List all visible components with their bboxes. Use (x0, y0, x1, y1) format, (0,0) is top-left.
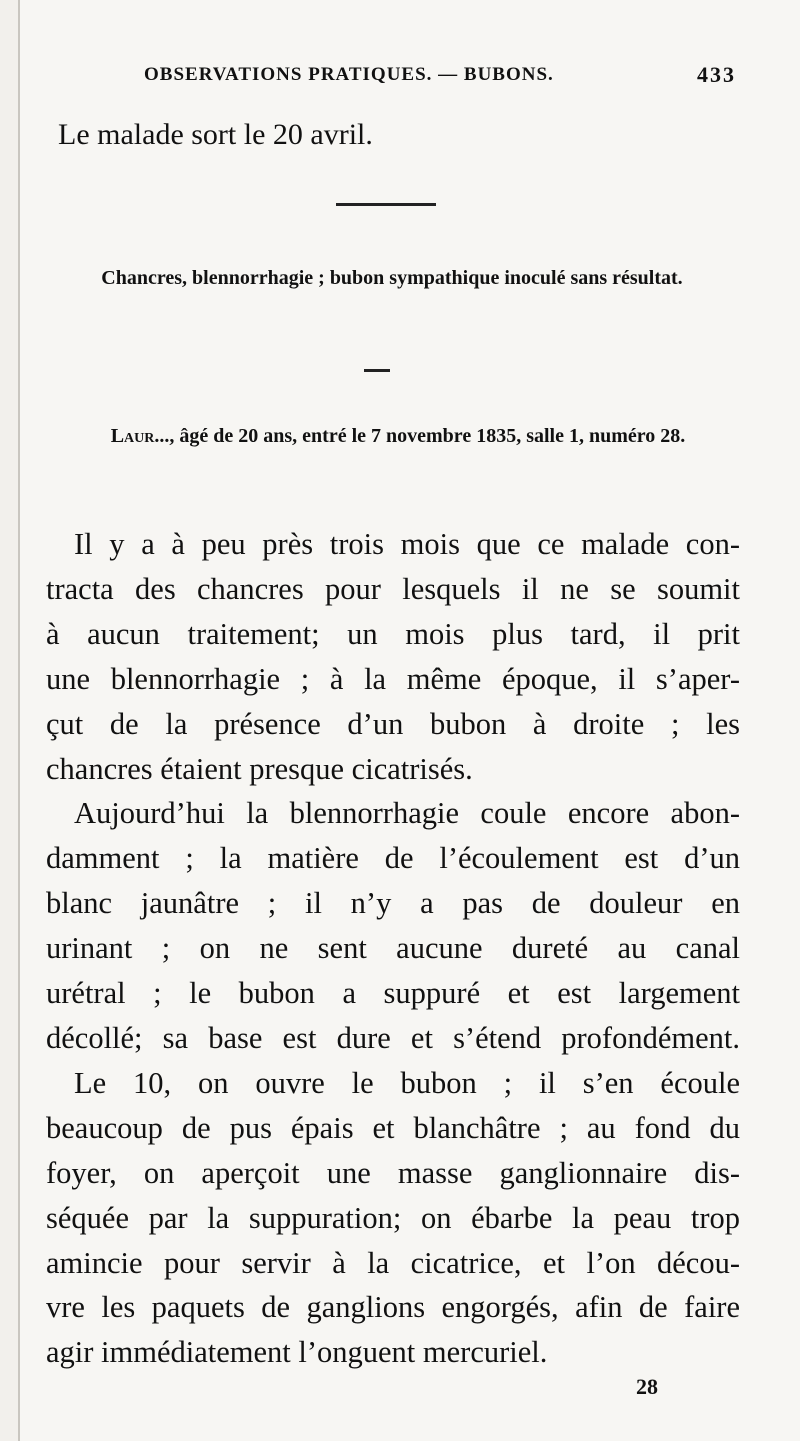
short-divider (364, 369, 390, 372)
text-line: tracta des chancres pour lesquels il ne se soumit (46, 571, 740, 606)
text-line: décollé; sa base est dure et s’étend profondément. (46, 1020, 740, 1055)
text-line: çut de la présence d’un bubon à droite ; les (46, 706, 740, 741)
text-line: Il y a à peu près trois mois que ce malade con- (74, 527, 740, 561)
text-line: Aujourd’hui la blennorrhagie coule encore abon- (74, 796, 740, 831)
text-line: amincie pour servir à la cicatrice, et l’on décou- (46, 1245, 740, 1280)
text-line: agir immédiatement l’onguent mercuriel. (46, 1335, 548, 1370)
paragraph (46, 1061, 740, 1375)
text-line: foyer, on aperçoit une masse ganglionnaire dis- (46, 1155, 740, 1190)
patient-name: Laur... (110, 425, 170, 447)
text-line: une blennorrhagie ; à la même époque, il s’aper- (46, 661, 740, 696)
text-line: vre les paquets de ganglions engorgés, afin de faire (46, 1290, 740, 1325)
text-line: beaucoup de pus épais et blanchâtre ; au fond du (46, 1110, 740, 1145)
text-line: Le 10, on ouvre le bubon ; il s’en écoule (74, 1065, 740, 1100)
body-text (46, 522, 740, 1375)
text-line: séquée par la suppuration; on ébarbe la peau trop (46, 1200, 740, 1235)
section-divider (336, 203, 436, 206)
patient-line (70, 420, 726, 452)
running-title: OBSERVATIONS PRATIQUES. — BUBONS. (144, 64, 554, 85)
text-line: chancres étaient presque cicatrisés. (46, 751, 473, 786)
opening-line: Le malade sort le 20 avril. (58, 118, 373, 151)
text-line: damment ; la matière de l’écoulement est d’un (46, 841, 740, 876)
text-line: blanc jaunâtre ; il n’y a pas de douleur en (46, 886, 740, 921)
running-header (120, 64, 740, 94)
text-line: urétral ; le bubon a suppuré et est largement (46, 976, 740, 1011)
patient-details: , âgé de 20 ans, entré le 7 novembre 1835, salle 1, numéro 28. (169, 425, 686, 447)
paragraph (46, 791, 740, 1060)
signature-mark: 28 (636, 1374, 658, 1399)
page-number: 433 (697, 62, 736, 87)
text-line: à aucun traitement; un mois plus tard, il prit (46, 616, 740, 651)
case-heading: Chancres, blennorrhagie ; bubon sympathique inoculé sans résultat. (101, 267, 683, 289)
text-line: urinant ; on ne sent aucune dureté au canal (46, 931, 740, 966)
paragraph (46, 522, 740, 791)
